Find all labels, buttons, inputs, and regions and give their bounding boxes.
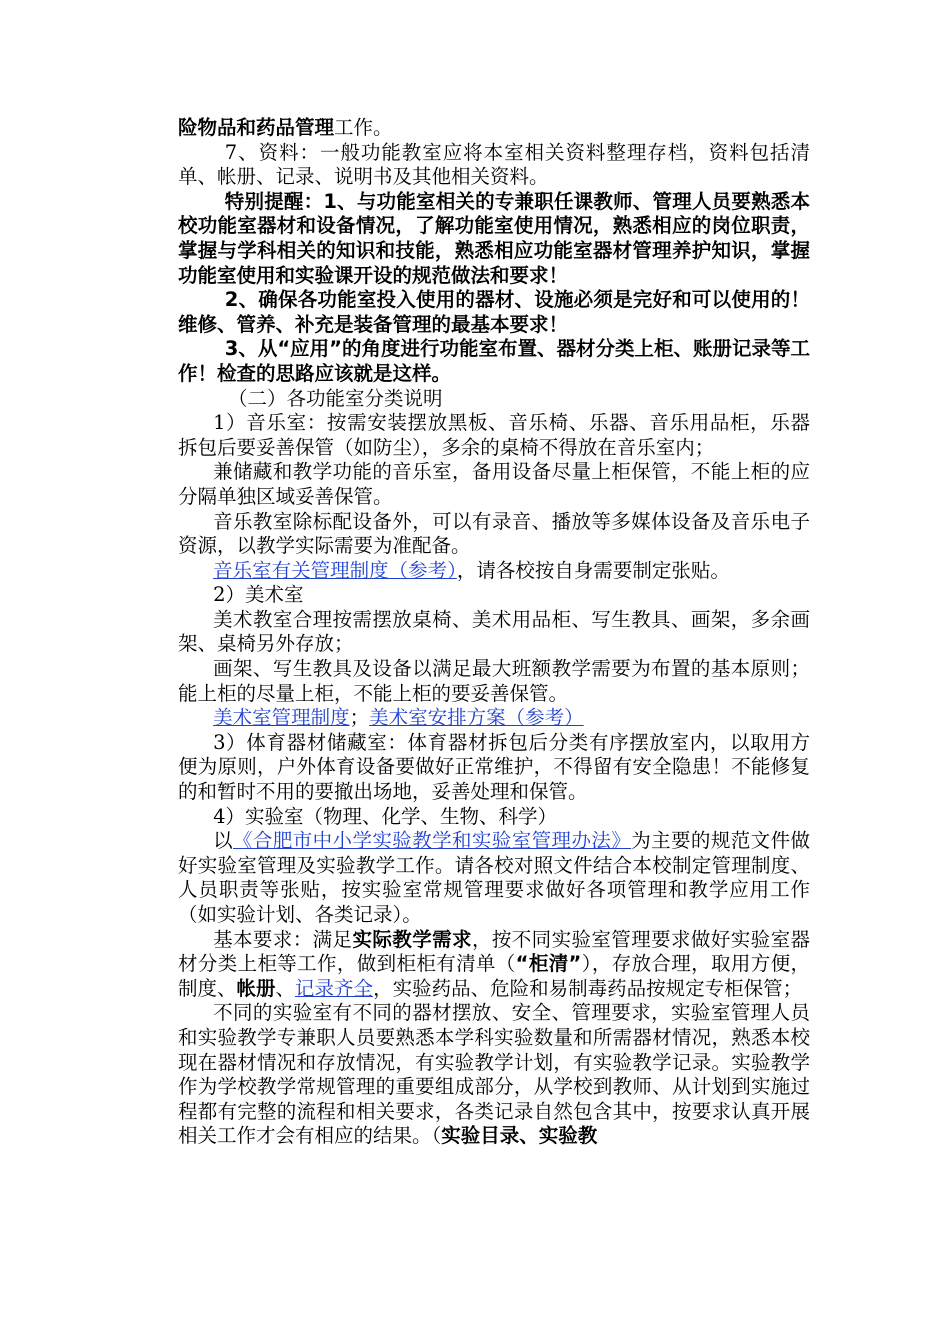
- text-run: 、: [275, 976, 296, 1000]
- bold-text: 实验目录、实验教: [441, 1124, 598, 1148]
- text-run: 基本要求：满足: [213, 927, 353, 951]
- bold-text: 实际教学需求: [352, 927, 472, 951]
- paragraph-reminder-2: 2、确保各功能室投入使用的器材、设施必须是完好和可以使用的！维修、管养、补充是装备管理的最基本要求！: [178, 288, 810, 336]
- text-run: ），存放合理，取用方便，制度、: [178, 952, 810, 1000]
- paragraph-pe-storage: 3）体育器材储藏室：体育器材拆包后分类有序摆放室内，以取用方便为原则，户外体育设备要做好正常维护，不得留有安全隐患！不能修复的和暂时不用的要撤出场地，妥善处理和保管。: [178, 730, 810, 804]
- art-rules-link[interactable]: 美术室管理制度: [213, 706, 350, 730]
- paragraph-lab-1: [178, 829, 810, 927]
- paragraph-music-3: 音乐教室除标配设备外，可以有录音、播放等多媒体设备及音乐电子资源，以教学实际需要为准配备。: [178, 509, 810, 558]
- records-complete-link[interactable]: 记录齐全: [295, 976, 374, 1000]
- paragraph-music-link: [178, 559, 810, 584]
- art-room-title: 2）美术室: [213, 583, 304, 607]
- text-run: ；: [349, 706, 370, 730]
- section-heading: （二）各功能室分类说明: [228, 386, 443, 410]
- music-rules-link[interactable]: 音乐室有关管理制度（参考）: [213, 558, 457, 582]
- text-run: ，按不同实验室管理要求做好实验室器材分类上柜等工作，做到柜柜有清单（: [178, 927, 810, 976]
- text-run: 不同的实验室有不同的器材摆放、安全、管理要求，实验室管理人员和实验教学专兼职人员要熟悉本学科实验数量和所需器材情况，熟悉本校现在器材情况和存放情况，有实验教学计划，有实验教学记录。实验教学作为学校教学常规管理的重要组成部分，从学校到教师、从计划到实施过程都有完整的流程和相关要求，各类记录自然包含其中，按要求认真开展相关工作才会有相应的结果。（: [178, 1001, 810, 1148]
- paragraph-music-1: 1）音乐室：按需安装摆放黑板、音乐椅、乐器、音乐用品柜，乐器拆包后要妥善保管（如防尘），多余的桌椅不得放在音乐室内；: [178, 411, 810, 459]
- bold-text: “柜清”: [515, 952, 582, 976]
- paragraph-art-links: [178, 706, 810, 731]
- paragraph-hazmat: [178, 116, 810, 141]
- paragraph-lab-2: [178, 928, 810, 1002]
- text-run: 为主要的规范文件做好实验室管理及实验教学工作。请各校对照文件结合本校制定管理制度、人员职责等张贴，按实验室常规管理要求做好各项管理和教学应用工作（如实验计划、各类记录）。: [178, 829, 810, 926]
- paragraph-art-2: 画架、写生教具及设备以满足最大班额教学需要为布置的基本原则；能上柜的尽量上柜，不能上柜的要妥善保管。: [178, 657, 810, 705]
- bold-text: 险物品和药品管理: [178, 116, 335, 139]
- paragraph-reminder-3: 3、从“应用”的角度进行功能室布置、器材分类上柜、账册记录等工作！检查的思路应该就是这样。: [178, 337, 810, 385]
- text-run: ，实验药品、危险和易制毒药品按规定专柜保管；: [373, 976, 803, 1000]
- paragraph-materials: 7、资料：一般功能教室应将本室相关资料整理存档，资料包括清单、帐册、记录、说明书及其他相关资料。: [178, 140, 810, 189]
- text-run: 以: [213, 829, 234, 853]
- paragraph-lab-3: [178, 1001, 810, 1149]
- lab-title: 4）实验室（物理、化学、生物、科学）: [213, 804, 558, 828]
- hefei-lab-rules-link[interactable]: 《合肥市中小学实验教学和实验室管理办法》: [233, 829, 632, 853]
- text-run: ，请各校按自身需要制定张贴。: [456, 558, 730, 582]
- paragraph-art-1: 美术教室合理按需摆放桌椅、美术用品柜、写生教具、画架，多余画架、桌椅另外存放；: [178, 607, 810, 656]
- paragraph-reminder-1: 特别提醒：1、与功能室相关的专兼职任课教师、管理人员要熟悉本校功能室器材和设备情况，了解功能室使用情况，熟悉相应的岗位职责，掌握与学科相关的知识和技能，熟悉相应功能室器材管理养护知识，掌握功能室使用和实验课开设的规范做法和要求！: [178, 189, 810, 287]
- art-plan-link[interactable]: 美术室安排方案（参考）: [369, 706, 584, 730]
- paragraph-music-2: 兼储藏和教学功能的音乐室，备用设备尽量上柜保管，不能上柜的应分隔单独区域妥善保管。: [178, 460, 810, 508]
- bold-text: 帐册: [236, 976, 276, 1000]
- document-body: [178, 116, 810, 1149]
- text-run: 工作。: [334, 116, 393, 139]
